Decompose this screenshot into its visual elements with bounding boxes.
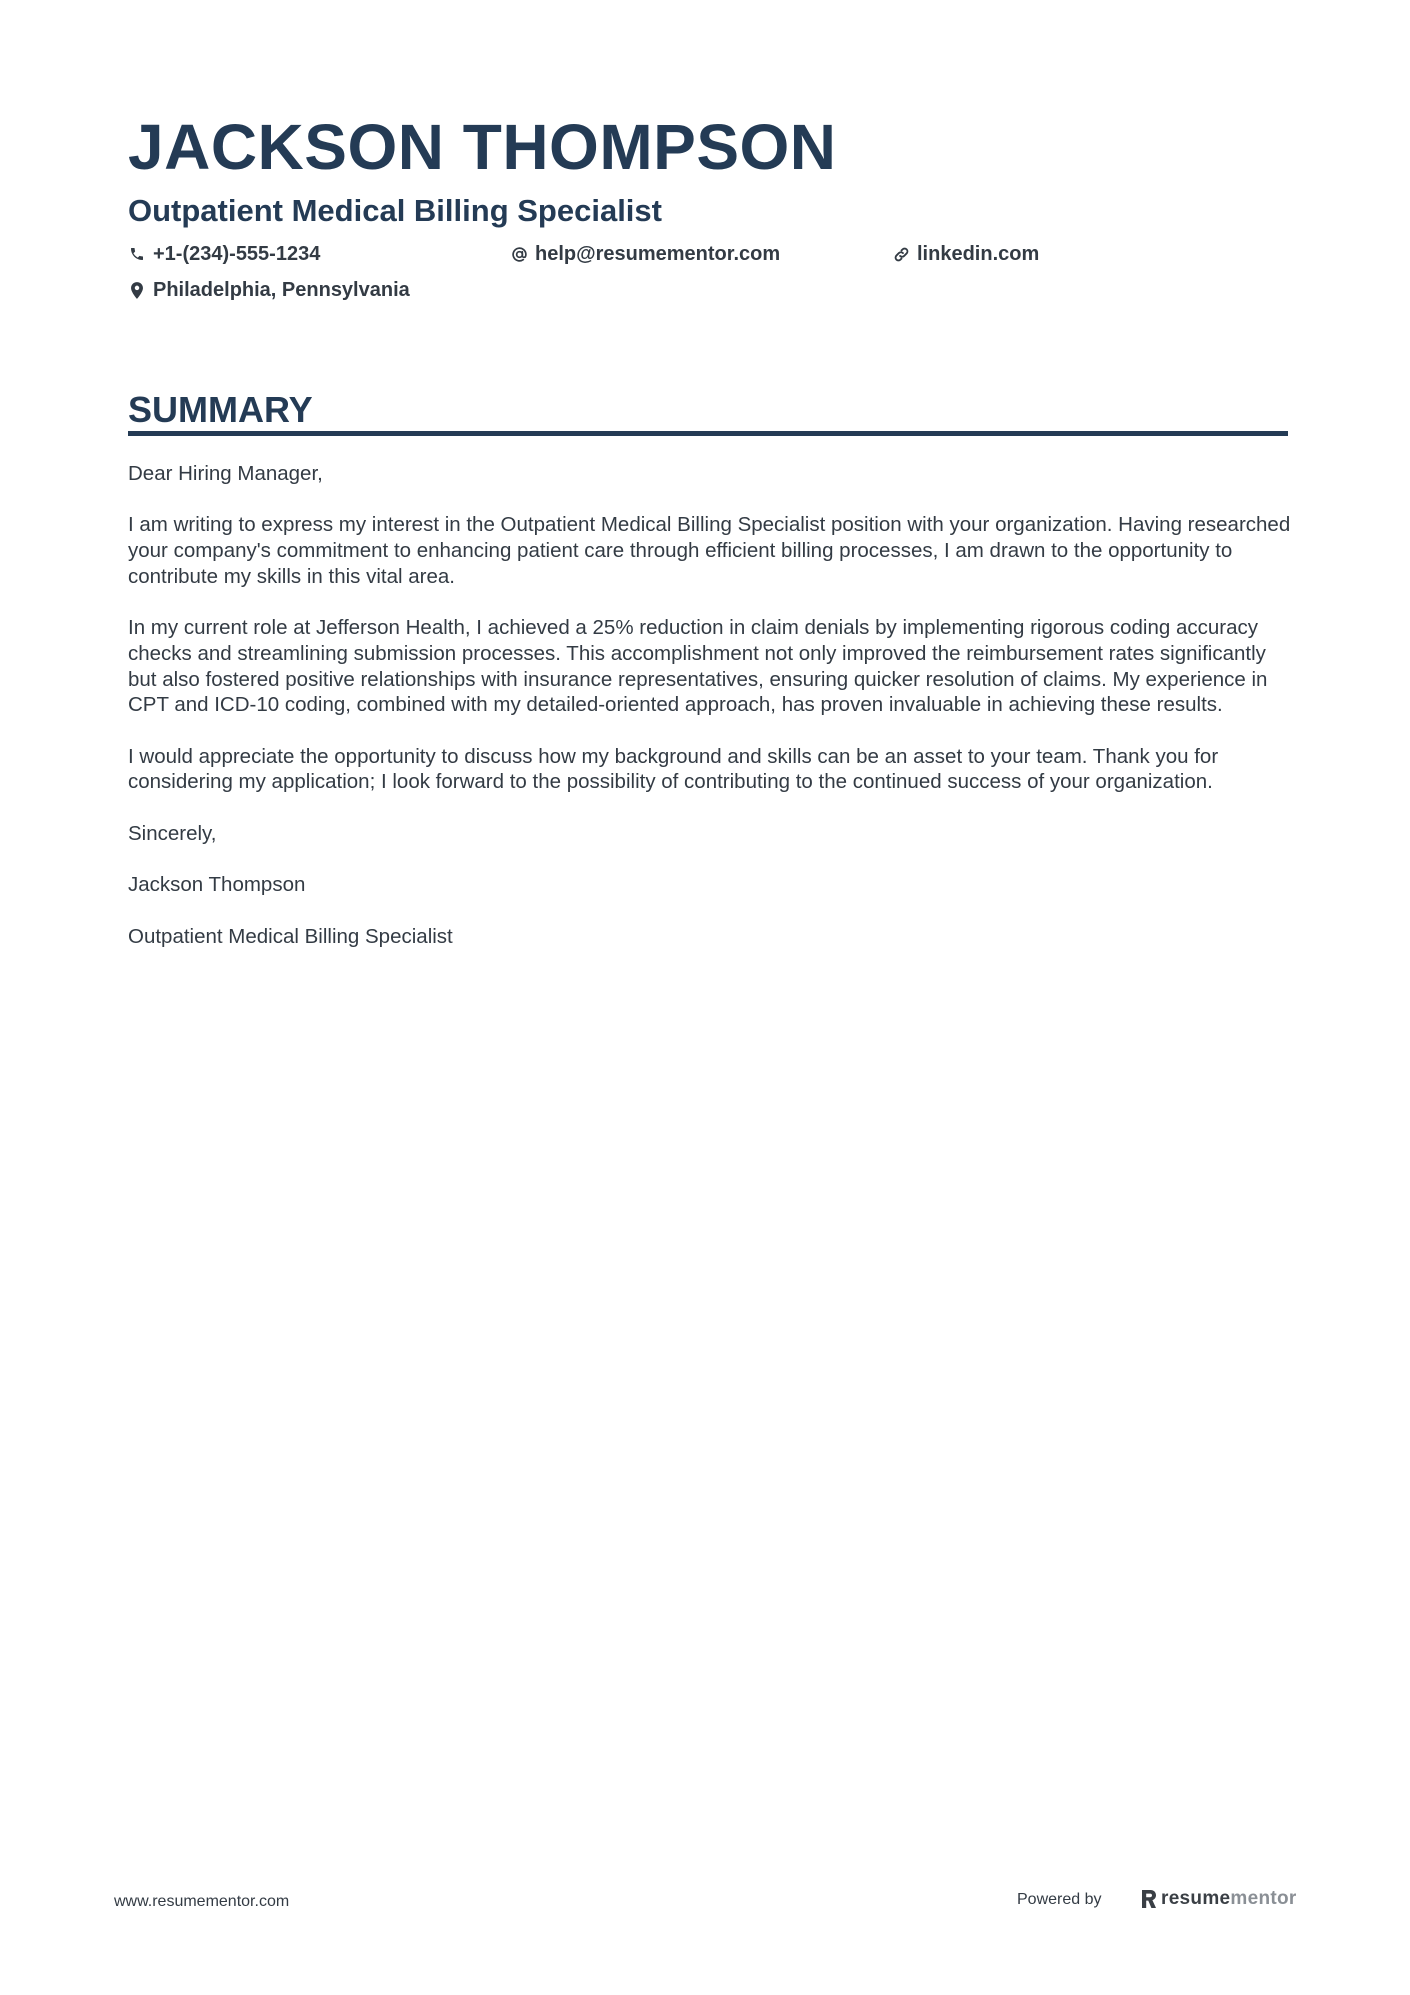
letter-signature-title: Outpatient Medical Billing Specialist [128, 924, 453, 948]
powered-by-label: Powered by [1017, 1891, 1102, 1908]
candidate-role: Outpatient Medical Billing Specialist [128, 193, 662, 228]
contact-website-text[interactable]: linkedin.com [917, 243, 1040, 265]
at-icon [510, 245, 528, 263]
candidate-name: JACKSON THOMPSON [128, 111, 837, 183]
letter-paragraph: In my current role at Jefferson Health, I achieved a 25% reduction in claim denials by implementing rigorous coding accuracy checks and streamlining submission processes. This accomplishment not only improved the reimbursement rates significantly but also fostered positive relationships with insurance representatives, ensuring quicker resolution of claims. My experience in CPT and ICD-10 coding, combined with my detailed-oriented approach, has proven invaluable in achieving these results. [128, 616, 1268, 717]
contact-location-text: Philadelphia, Pennsylvania [153, 279, 410, 301]
letter-salutation: Dear Hiring Manager, [128, 462, 323, 485]
brand-text-mentor: mentor [1230, 1888, 1297, 1909]
letter-paragraph: I would appreciate the opportunity to discuss how my background and skills can be an asset to your team. Thank you for considering my application; I look forward to the possibility of contributing to the continued success of your organization. [128, 744, 1219, 794]
letter-body [128, 461, 1293, 975]
contact-phone-text: +1-(234)-555-1234 [153, 243, 321, 265]
brand-logo[interactable] [1140, 1887, 1297, 1911]
section-divider [128, 431, 1288, 436]
letter-paragraph: I am writing to express my interest in the Outpatient Medical Billing Specialist position with your organization. Having researched your company's commitment to enhancing patient care through efficient billing processes, I am drawn to the opportunity to contribute my skills in this vital area. [128, 513, 1291, 588]
brand-mark-icon [1140, 1888, 1158, 1910]
brand-text-resume: resume [1161, 1888, 1231, 1909]
contact-phone [128, 241, 320, 267]
footer-website[interactable]: www.resumementor.com [114, 1893, 290, 1910]
summary-heading: SUMMARY [128, 389, 313, 430]
link-icon [892, 245, 910, 263]
location-pin-icon [128, 281, 146, 299]
contact-email [510, 241, 780, 267]
contact-website [892, 241, 1039, 267]
letter-closing: Sincerely, [128, 821, 217, 845]
contact-location [128, 277, 410, 303]
contact-email-text[interactable]: help@resumementor.com [535, 243, 781, 265]
phone-icon [128, 245, 146, 263]
letter-signature-name: Jackson Thompson [128, 873, 306, 897]
